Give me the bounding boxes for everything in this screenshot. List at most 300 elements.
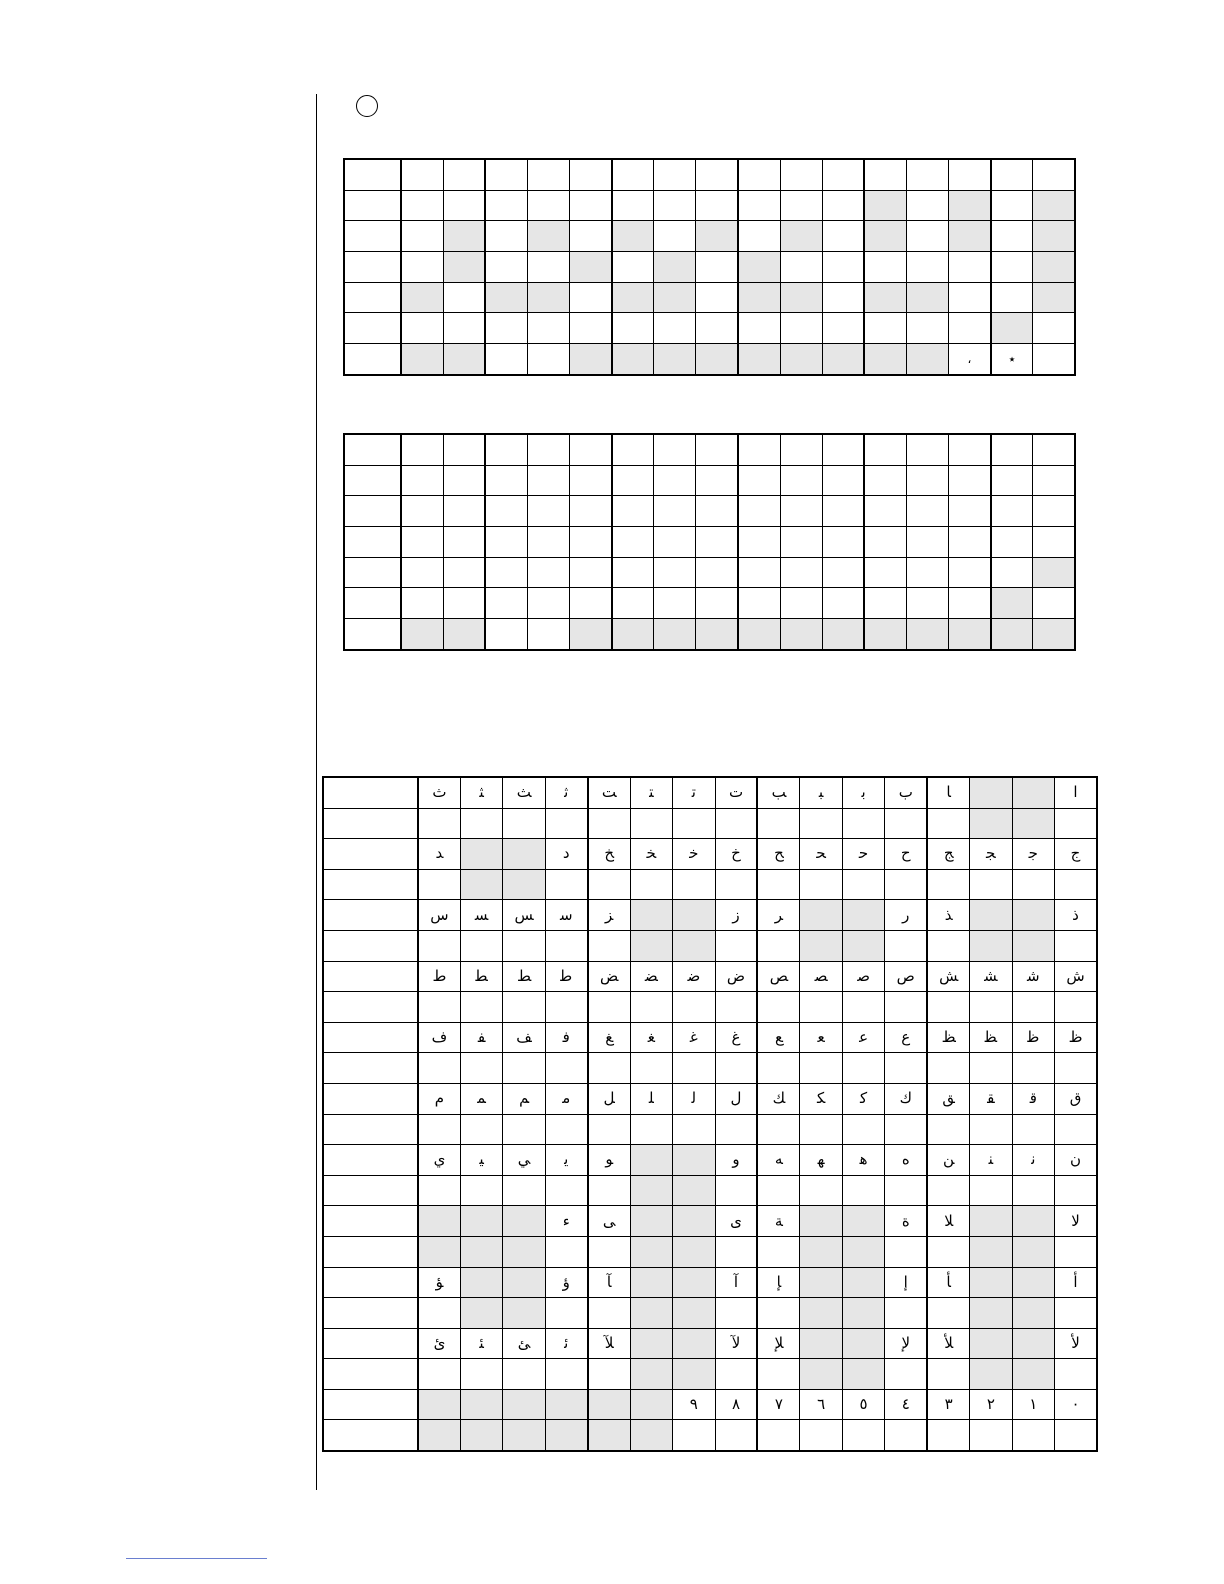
table-cell: ﺌ (460, 1328, 502, 1359)
table-cell: ﻩ (885, 1145, 927, 1176)
table-cell (443, 557, 485, 588)
table-cell (927, 930, 969, 961)
table-cell (527, 282, 569, 313)
table-row (323, 1420, 1097, 1451)
table-cell (885, 992, 927, 1023)
table-cell (418, 930, 460, 961)
table-cell (443, 465, 485, 496)
table-cell (738, 527, 780, 558)
table-cell (842, 1267, 884, 1298)
table-cell (654, 282, 696, 313)
table-cell: ﺵ (1055, 961, 1097, 992)
table-cell (630, 869, 672, 900)
table-cell (485, 221, 527, 252)
table-cell (696, 527, 738, 558)
table-cell: ﺷ (1012, 961, 1054, 992)
circle-marker-icon (356, 95, 378, 117)
table-cell (738, 496, 780, 527)
table-cell (949, 252, 991, 283)
table-cell (842, 1114, 884, 1145)
table-cell (1012, 930, 1054, 961)
table-cell (906, 282, 948, 313)
table-cell (570, 313, 612, 344)
table-cell: ﻚ (757, 1083, 799, 1114)
table-cell (1055, 1359, 1097, 1390)
table-cell (696, 344, 738, 375)
table-cell (443, 527, 485, 558)
table-cell (842, 1206, 884, 1237)
table-cell (1033, 557, 1075, 588)
table-cell (1055, 1236, 1097, 1267)
table-row (323, 992, 1097, 1023)
table-cell (1012, 1298, 1054, 1329)
table-cell (570, 159, 612, 190)
table-cell (1012, 777, 1054, 808)
table-cell (344, 434, 401, 465)
table-cell (822, 434, 864, 465)
table-cell (800, 930, 842, 961)
table-cell (715, 1053, 757, 1084)
table-cell (780, 252, 822, 283)
table-cell: ﻊ (757, 1022, 799, 1053)
table-cell (570, 344, 612, 375)
table-cell (1055, 808, 1097, 839)
table-cell (630, 992, 672, 1023)
table-cell (630, 1328, 672, 1359)
table-row (344, 252, 1075, 283)
table-cell (970, 1267, 1012, 1298)
table-cell (503, 1053, 545, 1084)
table-cell (1055, 930, 1097, 961)
table-cell (696, 619, 738, 650)
table-cell (715, 1114, 757, 1145)
table-cell (885, 869, 927, 900)
table-cell (485, 496, 527, 527)
table-cell: ٧ (757, 1389, 799, 1420)
table-cell (1033, 221, 1075, 252)
table-cell (323, 1389, 418, 1420)
table-cell (588, 1420, 630, 1451)
table-cell (1033, 434, 1075, 465)
table-cell: ﻈ (970, 1022, 1012, 1053)
table-cell (344, 588, 401, 619)
table-cell (570, 282, 612, 313)
table-cell (906, 313, 948, 344)
table-cell (696, 496, 738, 527)
table-row (323, 930, 1097, 961)
table-cell (527, 588, 569, 619)
table-cell (503, 1389, 545, 1420)
table-cell (418, 1420, 460, 1451)
table-cell (612, 557, 654, 588)
table-cell (949, 190, 991, 221)
table-cell (673, 1053, 715, 1084)
table-cell: ﻅ (1055, 1022, 1097, 1053)
table-cell (715, 1236, 757, 1267)
table-row (344, 465, 1075, 496)
table-cell (323, 1083, 418, 1114)
table-cell (654, 496, 696, 527)
table-cell: ﺨ (630, 839, 672, 870)
table-cell: ﺀ (545, 1206, 587, 1237)
table-cell (1012, 1328, 1054, 1359)
table-row (323, 1053, 1097, 1084)
table-cell (822, 527, 864, 558)
table-cell: ﺗ (673, 777, 715, 808)
table-cell (970, 1175, 1012, 1206)
table-cell: ﻸ (927, 1328, 969, 1359)
table-cell (738, 159, 780, 190)
table-cell (460, 1236, 502, 1267)
table-cell (991, 527, 1033, 558)
table-cell: ﻴ (460, 1145, 502, 1176)
table-cell (323, 1175, 418, 1206)
table-cell (485, 313, 527, 344)
table-cell (949, 434, 991, 465)
table-cell (757, 808, 799, 839)
table-cell (485, 527, 527, 558)
table-cell (715, 1359, 757, 1390)
table-cell (822, 588, 864, 619)
table-cell: ﻙ (885, 1083, 927, 1114)
table-row (323, 1359, 1097, 1390)
table-cell: ٦ (800, 1389, 842, 1420)
table-cell: ﺑ (842, 777, 884, 808)
table-cell (822, 221, 864, 252)
table-cell: ﺴ (460, 900, 502, 931)
table-cell (696, 282, 738, 313)
table-cell (612, 159, 654, 190)
table-cell (443, 190, 485, 221)
table-cell: ﻨ (970, 1145, 1012, 1176)
table-cell (545, 1359, 587, 1390)
table-cell (612, 465, 654, 496)
table-cell (323, 1267, 418, 1298)
table-cell (991, 619, 1033, 650)
table-cell (906, 221, 948, 252)
table-cell (738, 434, 780, 465)
table-row (323, 869, 1097, 900)
table-cell (780, 221, 822, 252)
table-cell: ، (949, 344, 991, 375)
table-cell (757, 1236, 799, 1267)
table-cell (673, 930, 715, 961)
table-cell (864, 619, 906, 650)
table-cell: ﺳ (545, 900, 587, 931)
table-cell (570, 465, 612, 496)
table-cell: ﺓ (885, 1206, 927, 1237)
table-cell (630, 900, 672, 931)
table-cell: ﺭ (885, 900, 927, 931)
table-cell (503, 1420, 545, 1451)
table-cell (991, 313, 1033, 344)
table-cell: ﻰ (588, 1206, 630, 1237)
table-cell: ﺱ (418, 900, 460, 931)
table-cell (842, 1175, 884, 1206)
table-cell: ﻷ (1055, 1328, 1097, 1359)
table-cell (696, 557, 738, 588)
table-cell (696, 465, 738, 496)
table-cell (443, 159, 485, 190)
table-row (323, 1298, 1097, 1329)
table-cell: ﺺ (757, 961, 799, 992)
table-cell (1012, 900, 1054, 931)
table-cell (588, 1298, 630, 1329)
table-cell (418, 1175, 460, 1206)
table-cell (503, 1175, 545, 1206)
table-cell: ﻪ (757, 1145, 799, 1176)
table-cell (906, 252, 948, 283)
table-cell (401, 190, 443, 221)
table-cell: ﺬ (927, 900, 969, 931)
table-cell (460, 1420, 502, 1451)
table-cell (991, 465, 1033, 496)
table-cell (630, 1053, 672, 1084)
table-cell (527, 557, 569, 588)
table-cell: ﺦ (588, 839, 630, 870)
table-cell: ﻘ (970, 1083, 1012, 1114)
table-cell (460, 1298, 502, 1329)
table-cell (757, 1053, 799, 1084)
table-cell: ﺹ (885, 961, 927, 992)
table-cell (864, 344, 906, 375)
table-cell (344, 313, 401, 344)
table-cell (612, 434, 654, 465)
table-cell (696, 588, 738, 619)
table-cell: ﺾ (588, 961, 630, 992)
table-cell (800, 1328, 842, 1359)
table-cell: ﺇ (885, 1267, 927, 1298)
table-cell: ﻵ (715, 1328, 757, 1359)
table-row (344, 190, 1075, 221)
table-cell: ﺠ (970, 839, 1012, 870)
table-cell (443, 313, 485, 344)
table-cell (545, 1114, 587, 1145)
table-cell (401, 619, 443, 650)
table-cell (673, 808, 715, 839)
table-cell (673, 1420, 715, 1451)
table-cell (970, 1236, 1012, 1267)
table-cell: ﺶ (927, 961, 969, 992)
table-cell (970, 1328, 1012, 1359)
table-row (344, 344, 1075, 375)
table-cell (1033, 190, 1075, 221)
table-cell: ﻍ (715, 1022, 757, 1053)
table-cell (949, 313, 991, 344)
table-row (323, 1114, 1097, 1145)
table-cell: ٨ (715, 1389, 757, 1420)
table-cell (401, 465, 443, 496)
table-cell (401, 557, 443, 588)
table-cell (588, 1053, 630, 1084)
table-cell (927, 1298, 969, 1329)
table-cell (323, 1328, 418, 1359)
table-cell (780, 159, 822, 190)
table-cell: ﺍ (1055, 777, 1097, 808)
table-cell (588, 808, 630, 839)
table-cell (630, 1267, 672, 1298)
table-cell (654, 557, 696, 588)
table-cell (1055, 869, 1097, 900)
table-cell (418, 1359, 460, 1390)
table-cell: ٠ (1055, 1389, 1097, 1420)
table-cell: ﻻ (1055, 1206, 1097, 1237)
table-cell (842, 930, 884, 961)
table-cell: ﺄ (927, 1267, 969, 1298)
table-cell: ﻱ (418, 1145, 460, 1176)
table-cell (323, 930, 418, 961)
left-margin-rule (316, 94, 317, 1490)
table-cell: ﻣ (545, 1083, 587, 1114)
table-cell (654, 588, 696, 619)
table-row (344, 588, 1075, 619)
table-cell (630, 808, 672, 839)
table-cell (864, 434, 906, 465)
table-cell (344, 159, 401, 190)
table-cell (344, 527, 401, 558)
table-cell (970, 1206, 1012, 1237)
table-cell (864, 190, 906, 221)
table-cell (715, 1175, 757, 1206)
table-cell (696, 434, 738, 465)
table-cell (503, 808, 545, 839)
table-cell (527, 221, 569, 252)
table-cell: ﻂ (503, 961, 545, 992)
table-cell (323, 961, 418, 992)
table-cell: ﻕ (1055, 1083, 1097, 1114)
table-cell (864, 527, 906, 558)
table-cell (970, 777, 1012, 808)
table-cell: ﻏ (673, 1022, 715, 1053)
table-cell (800, 1298, 842, 1329)
table-cell: ﺕ (715, 777, 757, 808)
table-cell (780, 313, 822, 344)
table-cell (800, 1359, 842, 1390)
table-cell (673, 1114, 715, 1145)
table-cell (822, 159, 864, 190)
table-cell (970, 1359, 1012, 1390)
table-cell (443, 619, 485, 650)
table-cell (485, 190, 527, 221)
table-cell (1012, 808, 1054, 839)
table-cell (654, 252, 696, 283)
table-cell (503, 1298, 545, 1329)
table-cell (570, 190, 612, 221)
table-cell: ٭ (991, 344, 1033, 375)
table-cell: ﺞ (927, 839, 969, 870)
table-cell (927, 1359, 969, 1390)
table-cell (991, 221, 1033, 252)
table-cell: ﻝ (715, 1083, 757, 1114)
table-cell (654, 313, 696, 344)
table-cell (757, 1175, 799, 1206)
table-cell (654, 619, 696, 650)
table-cell (780, 344, 822, 375)
table-cell (545, 930, 587, 961)
table-cell (401, 344, 443, 375)
table-cell (460, 930, 502, 961)
table-cell (344, 344, 401, 375)
table-cell (401, 527, 443, 558)
table-cell (443, 282, 485, 313)
table-cell: ﻞ (588, 1083, 630, 1114)
table-cell (527, 344, 569, 375)
table-cell (800, 900, 842, 931)
table-cell (460, 1359, 502, 1390)
table-cell (570, 527, 612, 558)
table-cell (588, 1114, 630, 1145)
table-cell (991, 434, 1033, 465)
table-cell (970, 992, 1012, 1023)
table-cell (527, 190, 569, 221)
table-cell: ﺃ (1055, 1267, 1097, 1298)
table-cell (885, 1114, 927, 1145)
table-cell (570, 557, 612, 588)
table-cell (673, 1175, 715, 1206)
table-cell (1012, 1420, 1054, 1451)
table-cell (906, 434, 948, 465)
table-row (323, 1083, 1097, 1114)
table-cell: ﺏ (885, 777, 927, 808)
table-cell (970, 1114, 1012, 1145)
table-cell (418, 1206, 460, 1237)
table-cell (527, 527, 569, 558)
table-cell (630, 1389, 672, 1420)
table-cell (570, 496, 612, 527)
table-cell: ﺜ (460, 777, 502, 808)
table-cell (545, 869, 587, 900)
table-cell (715, 808, 757, 839)
table-cell (780, 496, 822, 527)
table-cell (1033, 282, 1075, 313)
table-cell: ﺆ (418, 1267, 460, 1298)
table-cell (822, 252, 864, 283)
table-cell (612, 221, 654, 252)
table-cell (906, 557, 948, 588)
table-cell (970, 869, 1012, 900)
arabic-letter-forms-table (322, 776, 1098, 1452)
table-cell: ﻆ (927, 1022, 969, 1053)
table-cell: ﺩ (545, 839, 587, 870)
table-cell (545, 992, 587, 1023)
table-cell (842, 900, 884, 931)
table-cell (991, 282, 1033, 313)
table-cell (673, 900, 715, 931)
table-cell (344, 221, 401, 252)
table-cell (864, 252, 906, 283)
table-cell (757, 1359, 799, 1390)
character-grid-table-1 (343, 158, 1076, 376)
table-cell (588, 992, 630, 1023)
table-cell (970, 900, 1012, 931)
table-cell (780, 282, 822, 313)
table-cell: ﺧ (673, 839, 715, 870)
table-cell (527, 619, 569, 650)
table-cell: ﻔ (460, 1022, 502, 1053)
table-cell: ﺡ (885, 839, 927, 870)
table-cell (1033, 313, 1075, 344)
table-cell (545, 1175, 587, 1206)
table-cell (503, 839, 545, 870)
table-cell (1033, 465, 1075, 496)
table-row (323, 1175, 1097, 1206)
table-cell (401, 252, 443, 283)
table-cell (780, 190, 822, 221)
table-cell: ﻗ (1012, 1083, 1054, 1114)
table-cell (715, 1420, 757, 1451)
table-cell (460, 992, 502, 1023)
table-cell: ﺂ (588, 1267, 630, 1298)
